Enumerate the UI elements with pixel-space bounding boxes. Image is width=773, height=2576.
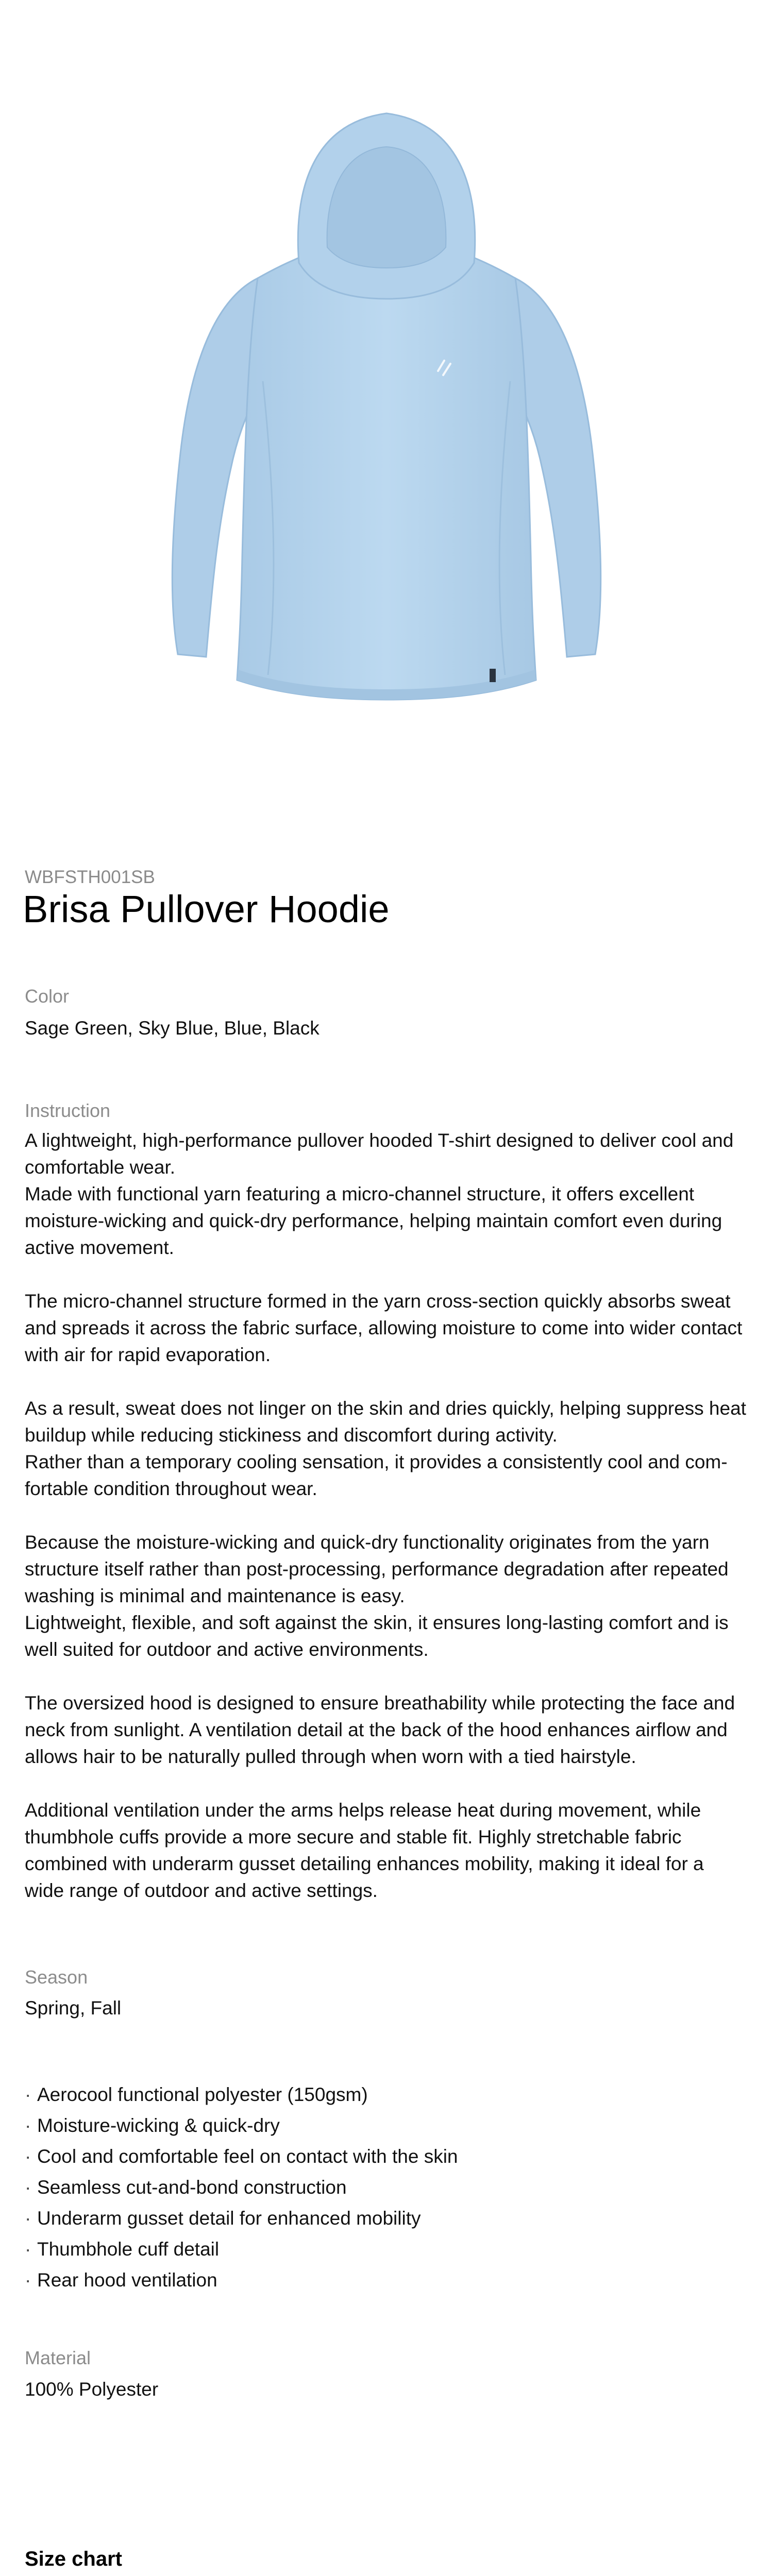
bullet-icon: · — [25, 2084, 31, 2105]
feature-text: Seamless cut-and-bond construction — [37, 2177, 347, 2198]
feature-text: Rear hood ventilation — [37, 2269, 217, 2291]
instruction-paragraph — [25, 1529, 751, 1663]
instruction-line: thumbhole cuffs provide a more secure and stable fit. Highly stretchable fabric — [25, 1826, 682, 1848]
instruction-paragraph — [25, 1395, 751, 1502]
feature-text: Cool and comfortable feel on contact with the skin — [37, 2146, 458, 2167]
hoodie-body — [237, 242, 536, 700]
feature-item — [25, 2265, 458, 2296]
instruction-line: wide range of outdoor and active settings. — [25, 1880, 378, 1901]
instruction-line: combined with underarm gusset detailing enhances mobility, making it ideal for a — [25, 1853, 704, 1874]
color-value: Sage Green, Sky Blue, Blue, Black — [25, 1018, 320, 1039]
instruction-line: well suited for outdoor and active environments. — [25, 1639, 429, 1660]
instruction-line: structure itself rather than post-processing, performance degradation after repeated — [25, 1558, 729, 1580]
instruction-line: The oversized hood is designed to ensure breathability while protecting the face and — [25, 1692, 735, 1714]
instruction-line: Because the moisture-wicking and quick-dry functionality originates from the yarn — [25, 1532, 710, 1553]
material-label: Material — [25, 2347, 91, 2368]
instruction-line: Additional ventilation under the arms helps release heat during movement, while — [25, 1800, 701, 1821]
feature-text: Moisture-wicking & quick-dry — [37, 2115, 280, 2136]
feature-text: Aerocool functional polyester (150gsm) — [37, 2084, 368, 2105]
feature-item — [25, 2234, 458, 2265]
instruction-line: Lightweight, flexible, and soft against the skin, it ensures long-lasting comfort and is — [25, 1612, 729, 1633]
feature-text: Thumbhole cuff detail — [37, 2239, 220, 2260]
instruction-paragraph — [25, 1288, 751, 1368]
instruction-paragraph — [25, 1690, 751, 1770]
bullet-icon: · — [25, 2208, 31, 2229]
bullet-icon: · — [25, 2239, 31, 2260]
product-image — [0, 0, 773, 824]
instruction-label: Instruction — [25, 1100, 111, 1121]
feature-item — [25, 2203, 458, 2234]
instruction-line: washing is minimal and maintenance is easy. — [25, 1585, 405, 1606]
instruction-paragraph — [25, 1797, 751, 1904]
product-code: WBFSTH001SB — [25, 867, 155, 887]
instruction-line: and spreads it across the fabric surface, allowing moisture to come into wider contact — [25, 1317, 743, 1338]
instruction-line: active movement. — [25, 1237, 174, 1258]
instruction-line: neck from sunlight. A ventilation detail at the back of the hood enhances airflow and — [25, 1719, 728, 1740]
instruction-line: with air for rapid evaporation. — [25, 1344, 271, 1365]
color-label: Color — [25, 986, 70, 1007]
size-chart-title: Size chart — [25, 2548, 122, 2570]
bullet-icon: · — [25, 2146, 31, 2167]
instruction-line: As a result, sweat does not linger on the skin and dries quickly, helping suppress heat — [25, 1398, 746, 1419]
instruction-body — [25, 1127, 751, 1931]
instruction-line: Made with functional yarn featuring a micro-channel structure, it offers excellent — [25, 1183, 695, 1205]
product-name: Brisa Pullover Hoodie — [23, 888, 390, 930]
instruction-line: moisture-wicking and quick-dry performance, helping maintain comfort even during — [25, 1210, 722, 1231]
hoodie-illustration — [129, 93, 644, 762]
feature-list — [25, 2079, 458, 2296]
feature-item — [25, 2172, 458, 2203]
material-value: 100% Polyester — [25, 2379, 159, 2400]
instruction-line: buildup while reducing stickiness and discomfort during activity. — [25, 1425, 558, 1446]
feature-item — [25, 2141, 458, 2172]
bullet-icon: · — [25, 2269, 31, 2291]
feature-item — [25, 2079, 458, 2110]
instruction-line: fortable condition throughout wear. — [25, 1478, 317, 1499]
feature-text: Underarm gusset detail for enhanced mobility — [37, 2208, 421, 2229]
feature-item — [25, 2110, 458, 2141]
season-label: Season — [25, 1967, 88, 1988]
hem-label — [490, 669, 496, 682]
instruction-line: comfortable wear. — [25, 1157, 176, 1178]
instruction-line: A lightweight, high-performance pullover hooded T-shirt designed to deliver cool and — [25, 1130, 734, 1151]
season-value: Spring, Fall — [25, 1997, 122, 2019]
bullet-icon: · — [25, 2115, 31, 2136]
instruction-line: The micro-channel structure formed in the yarn cross-section quickly absorbs sweat — [25, 1291, 731, 1312]
instruction-line: Rather than a temporary cooling sensation, it provides a consistently cool and com- — [25, 1451, 728, 1472]
instruction-paragraph — [25, 1127, 751, 1261]
instruction-line: allows hair to be naturally pulled through when worn with a tied hairstyle. — [25, 1746, 636, 1767]
bullet-icon: · — [25, 2177, 31, 2198]
